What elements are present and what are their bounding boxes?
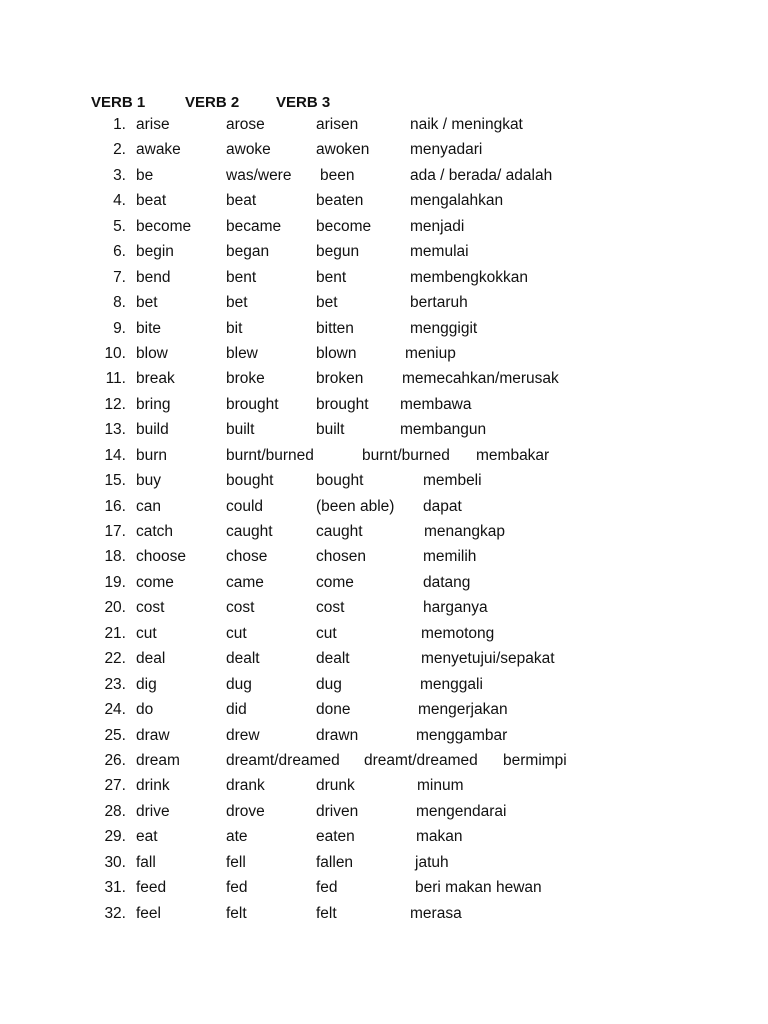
verb-3-form: bought bbox=[316, 472, 364, 490]
verb-meaning: meniup bbox=[405, 344, 456, 362]
verb-2-form: bought bbox=[226, 472, 274, 490]
verb-3-form: come bbox=[316, 573, 354, 591]
verb-1-form: break bbox=[136, 370, 175, 388]
verb-1-form: fall bbox=[136, 853, 156, 871]
verb-number: 17. bbox=[104, 523, 126, 540]
verb-meaning: membakar bbox=[476, 446, 550, 464]
verb-meaning: membawa bbox=[400, 395, 472, 413]
verb-1-form: cost bbox=[136, 599, 165, 617]
list-item bbox=[0, 674, 768, 699]
verb-2-form: came bbox=[226, 573, 264, 591]
verb-3-form: awoken bbox=[316, 141, 370, 159]
verb-1-form: feed bbox=[136, 879, 167, 897]
verb-3-form: fallen bbox=[316, 853, 354, 871]
verb-meaning: memulai bbox=[410, 243, 469, 261]
verb-2-form: ate bbox=[226, 828, 248, 846]
verb-3-form: bitten bbox=[316, 319, 354, 337]
verb-meaning: bermimpi bbox=[503, 751, 567, 769]
verb-3-form: dealt bbox=[316, 650, 350, 668]
verb-2-form: bent bbox=[226, 268, 257, 286]
verb-3-form: become bbox=[316, 217, 372, 235]
list-item bbox=[0, 546, 768, 571]
verb-meaning: memilih bbox=[423, 548, 477, 566]
verb-meaning: naik / meningkat bbox=[410, 116, 523, 133]
verb-2-form: became bbox=[226, 217, 282, 235]
list-item bbox=[0, 318, 768, 343]
verb-number: 29. bbox=[104, 828, 126, 846]
verb-3-form: drawn bbox=[316, 726, 359, 744]
verb-3-form: broken bbox=[316, 370, 364, 388]
verb-1-form: dream bbox=[136, 751, 180, 769]
list-item bbox=[0, 419, 768, 444]
verb-meaning: dapat bbox=[423, 497, 462, 515]
verb-3-form: been bbox=[320, 166, 355, 184]
list-item bbox=[0, 648, 768, 673]
verb-2-form: caught bbox=[226, 523, 273, 540]
verb-3-form: dreamt/dreamed bbox=[364, 751, 478, 769]
verb-2-form: awoke bbox=[226, 141, 271, 159]
verb-meaning: ada / berada/ adalah bbox=[410, 166, 553, 184]
header-verb-1: VERB 1 bbox=[91, 94, 146, 111]
verb-2-form: did bbox=[226, 701, 247, 719]
verb-number: 3. bbox=[113, 166, 126, 184]
verb-2-form: fed bbox=[226, 879, 248, 897]
list-item bbox=[0, 470, 768, 495]
verb-number: 18. bbox=[104, 548, 126, 566]
verb-number: 10. bbox=[104, 344, 126, 362]
verb-number: 19. bbox=[104, 573, 126, 591]
verb-number: 5. bbox=[113, 217, 126, 235]
verb-meaning: menyetujui/sepakat bbox=[421, 650, 555, 668]
verb-number: 20. bbox=[104, 599, 126, 617]
verb-1-form: bring bbox=[136, 395, 171, 413]
list-item bbox=[0, 445, 768, 470]
verb-meaning: jatuh bbox=[415, 853, 449, 871]
verb-meaning: makan bbox=[416, 828, 463, 846]
verb-2-form: blew bbox=[226, 344, 258, 362]
verb-2-form: began bbox=[226, 243, 270, 261]
verb-number: 26. bbox=[104, 751, 126, 769]
verb-3-form: drunk bbox=[316, 777, 355, 795]
verb-number: 16. bbox=[104, 497, 126, 515]
verb-3-form: eaten bbox=[316, 828, 355, 846]
verb-2-form: bet bbox=[226, 294, 248, 312]
verb-2-form: broke bbox=[226, 370, 265, 388]
verb-number: 30. bbox=[104, 853, 126, 871]
verb-3-form: built bbox=[316, 421, 345, 439]
verb-2-form: dealt bbox=[226, 650, 260, 668]
verb-number: 24. bbox=[104, 701, 126, 719]
list-item bbox=[0, 725, 768, 750]
verb-1-form: begin bbox=[136, 243, 174, 261]
verb-2-form: burnt/burned bbox=[226, 446, 314, 464]
header-verb-3: VERB 3 bbox=[276, 94, 331, 111]
header-verb-2: VERB 2 bbox=[185, 94, 240, 111]
verb-1-form: eat bbox=[136, 828, 158, 846]
list-item bbox=[0, 368, 768, 393]
list-item bbox=[0, 775, 768, 800]
verb-2-form: built bbox=[226, 421, 255, 439]
list-item bbox=[0, 114, 768, 139]
verb-1-form: blow bbox=[136, 344, 168, 362]
verb-number: 31. bbox=[104, 879, 126, 897]
verb-number: 11. bbox=[105, 370, 126, 388]
verb-meaning: menjadi bbox=[410, 217, 465, 235]
verb-1-form: choose bbox=[136, 548, 186, 566]
verb-3-form: dug bbox=[316, 675, 342, 693]
verb-number: 4. bbox=[113, 192, 126, 210]
verb-3-form: cut bbox=[316, 624, 337, 642]
verb-number: 12. bbox=[104, 395, 126, 413]
verb-1-form: buy bbox=[136, 472, 161, 490]
verb-2-form: bit bbox=[226, 319, 243, 337]
verb-2-form: drew bbox=[226, 726, 260, 744]
verb-1-form: do bbox=[136, 701, 154, 719]
verb-3-form: fed bbox=[316, 879, 338, 897]
verb-number: 8. bbox=[113, 294, 126, 312]
verb-meaning: memotong bbox=[421, 624, 495, 642]
verb-1-form: be bbox=[136, 166, 154, 184]
verb-number: 21. bbox=[104, 624, 126, 642]
verb-3-form: felt bbox=[316, 904, 337, 922]
list-item bbox=[0, 496, 768, 521]
verb-1-form: build bbox=[136, 421, 169, 439]
list-item bbox=[0, 292, 768, 317]
verb-meaning: menggambar bbox=[416, 726, 508, 744]
verb-1-form: can bbox=[136, 497, 161, 515]
list-item bbox=[0, 267, 768, 292]
list-item bbox=[0, 852, 768, 877]
verb-meaning: membeli bbox=[423, 472, 482, 490]
verb-meaning: beri makan hewan bbox=[415, 879, 542, 897]
verb-3-form: caught bbox=[316, 523, 363, 540]
list-item bbox=[0, 801, 768, 826]
verb-1-form: come bbox=[136, 573, 174, 591]
verb-1-form: bend bbox=[136, 268, 171, 286]
verb-2-form: beat bbox=[226, 192, 257, 210]
verb-meaning: merasa bbox=[410, 904, 462, 922]
verb-3-form: cost bbox=[316, 599, 345, 617]
verb-meaning: harganya bbox=[423, 599, 488, 617]
verb-1-form: bet bbox=[136, 294, 158, 312]
verb-2-form: arose bbox=[226, 116, 265, 133]
list-item bbox=[0, 343, 768, 368]
verb-3-form: (been able) bbox=[316, 497, 395, 515]
verb-2-form: chose bbox=[226, 548, 268, 566]
verb-number: 27. bbox=[104, 777, 126, 795]
verb-1-form: arise bbox=[136, 116, 170, 133]
verb-3-form: arisen bbox=[316, 116, 359, 133]
verb-meaning: menangkap bbox=[424, 523, 506, 540]
verb-number: 14. bbox=[104, 446, 126, 464]
verb-1-form: draw bbox=[136, 726, 170, 744]
verb-meaning: memecahkan/merusak bbox=[402, 370, 559, 388]
verb-meaning: mengalahkan bbox=[410, 192, 504, 210]
verb-number: 7. bbox=[113, 268, 126, 286]
verb-3-form: driven bbox=[316, 802, 359, 820]
verb-3-form: blown bbox=[316, 344, 357, 362]
verb-1-form: beat bbox=[136, 192, 167, 210]
verb-2-form: dreamt/dreamed bbox=[226, 751, 340, 769]
list-item bbox=[0, 699, 768, 724]
verb-1-form: drive bbox=[136, 802, 170, 820]
verb-1-form: drink bbox=[136, 777, 170, 795]
list-item bbox=[0, 572, 768, 597]
verb-meaning: membengkokkan bbox=[410, 268, 529, 286]
verb-3-form: chosen bbox=[316, 548, 366, 566]
list-item bbox=[0, 521, 768, 546]
list-item bbox=[0, 750, 768, 775]
verb-1-form: burn bbox=[136, 446, 168, 464]
verb-3-form: brought bbox=[316, 395, 369, 413]
verb-meaning: minum bbox=[417, 777, 464, 795]
verb-number: 6. bbox=[113, 243, 126, 261]
verb-1-form: dig bbox=[136, 675, 157, 693]
list-item bbox=[0, 597, 768, 622]
verb-2-form: fell bbox=[226, 853, 246, 871]
list-item bbox=[0, 216, 768, 241]
verb-3-form: begun bbox=[316, 243, 360, 261]
verb-number: 2. bbox=[113, 141, 126, 159]
list-item bbox=[0, 903, 768, 928]
verb-1-form: catch bbox=[136, 523, 174, 540]
verb-meaning: mengerjakan bbox=[418, 701, 508, 719]
verb-number: 9. bbox=[113, 319, 126, 337]
list-item bbox=[0, 190, 768, 215]
verb-list bbox=[0, 114, 768, 928]
verb-2-form: could bbox=[226, 497, 264, 515]
verb-number: 25. bbox=[104, 726, 126, 744]
list-item bbox=[0, 623, 768, 648]
verb-number: 23. bbox=[104, 675, 126, 693]
verb-1-form: become bbox=[136, 217, 192, 235]
verb-2-form: dug bbox=[226, 675, 252, 693]
verb-number: 1. bbox=[113, 116, 126, 133]
verb-1-form: feel bbox=[136, 904, 161, 922]
list-item bbox=[0, 165, 768, 190]
column-header-row bbox=[0, 94, 768, 114]
verb-2-form: brought bbox=[226, 395, 279, 413]
verb-meaning: menggali bbox=[420, 675, 483, 693]
verb-2-form: cut bbox=[226, 624, 247, 642]
list-item bbox=[0, 877, 768, 902]
verb-2-form: felt bbox=[226, 904, 247, 922]
list-item bbox=[0, 241, 768, 266]
verb-2-form: was/were bbox=[226, 166, 292, 184]
list-item bbox=[0, 139, 768, 164]
list-item bbox=[0, 826, 768, 851]
verb-3-form: burnt/burned bbox=[362, 446, 450, 464]
verb-2-form: drove bbox=[226, 802, 265, 820]
verb-3-form: bent bbox=[316, 268, 347, 286]
verb-1-form: awake bbox=[136, 141, 181, 159]
verb-2-form: drank bbox=[226, 777, 265, 795]
verb-meaning: bertaruh bbox=[410, 294, 468, 312]
verb-number: 28. bbox=[104, 802, 126, 820]
verb-1-form: bite bbox=[136, 319, 161, 337]
verb-number: 22. bbox=[104, 650, 126, 668]
verb-1-form: deal bbox=[136, 650, 166, 668]
verb-meaning: menggigit bbox=[410, 319, 478, 337]
verb-1-form: cut bbox=[136, 624, 157, 642]
verb-3-form: bet bbox=[316, 294, 338, 312]
verb-3-form: done bbox=[316, 701, 351, 719]
verb-meaning: menyadari bbox=[410, 141, 483, 159]
verb-number: 15. bbox=[104, 472, 126, 490]
verb-meaning: mengendarai bbox=[416, 802, 507, 820]
verb-number: 32. bbox=[104, 904, 126, 922]
verb-2-form: cost bbox=[226, 599, 255, 617]
list-item bbox=[0, 394, 768, 419]
verb-3-form: beaten bbox=[316, 192, 364, 210]
verb-number: 13. bbox=[104, 421, 126, 439]
verb-meaning: membangun bbox=[400, 421, 487, 439]
verb-meaning: datang bbox=[423, 573, 471, 591]
